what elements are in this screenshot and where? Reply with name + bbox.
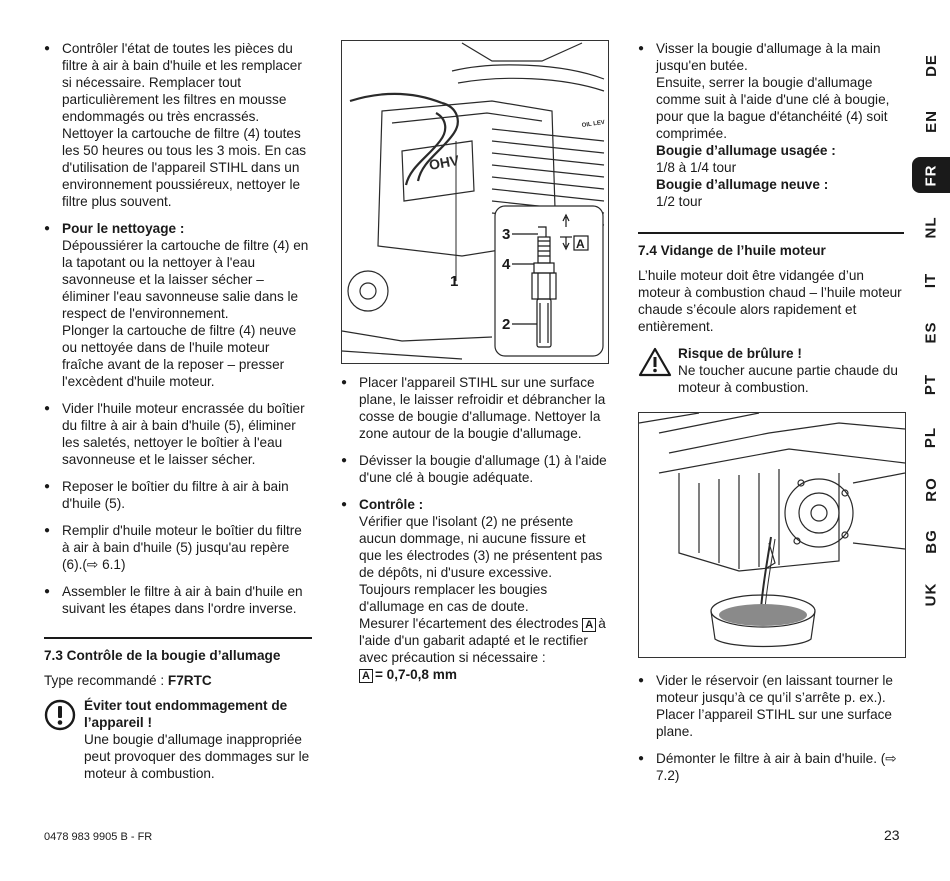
notice-text: Une bougie d'allumage inappropriée peut provoquer des dommages sur le moteur à combustion.	[84, 732, 310, 781]
list-item-text: Assembler le filtre à air à bain d'huile en suivant les étapes dans l'ordre inverse.	[62, 584, 303, 616]
oil-change-intro: L’huile moteur doit être vidangée d’un moteur à combustion chaud – l’huile moteur chaude s’écoule alors rapidement et entièrement.	[638, 268, 902, 334]
language-label: RO	[922, 476, 940, 502]
list-item	[638, 40, 904, 210]
gap-value	[359, 666, 607, 683]
language-label: PL	[922, 426, 940, 448]
damage-notice	[44, 697, 312, 782]
language-label: IT	[922, 272, 940, 288]
section-title-7-3: 7.3 Contrôle de la bougie d’allumage	[44, 637, 312, 664]
list-item	[44, 583, 312, 617]
language-label: NL	[922, 216, 940, 238]
bullet-list	[341, 374, 607, 683]
warning-text: Ne toucher aucune partie chaude du moteur à combustion.	[678, 363, 898, 395]
control-heading: ● Contrôle :	[359, 497, 424, 512]
list-item-text: Contrôler l'état de toutes les pièces du filtre à air à bain d'huile et les remplacer si nécessaire. Remplacer tout particulièrement les filtres en mousse endommagés ou très encrassés. Nettoyer la cartouche de filtre (4) toutes les 50 heures ou tous les 3 mois. En cas d'utilisation de l'appareil STIHL dans un environnement poussiéreux, nettoyer le filtre plus souvent.	[62, 41, 307, 209]
tab-language-pl[interactable]	[912, 420, 950, 454]
callout-3: 3	[502, 226, 511, 243]
column-left	[44, 40, 312, 782]
type-label: Type recommandé :	[44, 673, 168, 688]
tab-language-de[interactable]	[912, 48, 950, 82]
spark-plug-figure	[341, 40, 609, 364]
used-plug-value: 1/8 à 1/4 tour	[656, 160, 737, 175]
engine-spark-plug-illustration	[342, 41, 608, 363]
document-code: 0478 983 9905 B - FR	[44, 831, 153, 843]
tab-language-pt[interactable]	[912, 367, 950, 401]
list-item-text: Reposer le boîtier du filtre à air à bain d'huile (5).	[62, 479, 289, 511]
page-number: 23	[884, 827, 900, 843]
recommended-type	[44, 672, 312, 689]
language-label: ES	[922, 320, 940, 344]
gap-measure: = 0,7-0,8 mm	[374, 667, 457, 682]
list-item	[44, 220, 312, 390]
list-item-text: Placer l'appareil STIHL sur une surface plane, le laisser refroidir et débrancher la cosse de bougie d'allumage. Nettoyer la zone autour de la bougie d'allumage.	[359, 375, 606, 441]
column-middle	[341, 40, 607, 693]
burn-warning	[638, 345, 904, 396]
list-item-text: Vider le réservoir (en laissant tourner le moteur jusqu’à ce qu’il s’arrête p. ex.). Placer l’appareil STIHL sur une surface plane.	[656, 673, 893, 739]
list-item-text: Toujours remplacer les bougies d'allumage en cas de doute.	[359, 582, 548, 614]
tab-language-it[interactable]	[912, 263, 950, 297]
gap-text-start: Mesurer l'écartement des électrodes	[359, 616, 579, 631]
callout-a: A	[576, 237, 585, 251]
bullet-list	[638, 40, 904, 210]
list-item	[44, 40, 312, 210]
list-item	[638, 750, 904, 784]
callout-2: 2	[502, 316, 511, 333]
used-plug-label: Bougie d’allumage usagée :	[656, 143, 836, 158]
section-title-7-4: 7.4 Vidange de l’huile moteur	[638, 232, 904, 259]
new-plug-value: 1/2 tour	[656, 194, 703, 209]
list-item-text: Remplir d'huile moteur le boîtier du filtre à air à bain d'huile (5) jusqu'au repère (6).(⇨ 6.1)	[62, 523, 302, 572]
label-a-box: A	[359, 669, 373, 683]
type-value: F7RTC	[167, 673, 212, 688]
warning-title: Risque de brûlure !	[678, 346, 802, 361]
list-item	[44, 478, 312, 512]
oil-drain-figure	[638, 412, 906, 658]
list-item-text: Plonger la cartouche de filtre (4) neuve ou nettoyée dans de l'huile moteur fraîche avant de la reposer – presser l'excèdent d'huile moteur.	[62, 323, 297, 389]
ohv-label: OHV	[427, 151, 461, 173]
column-right	[638, 40, 904, 794]
list-item	[44, 522, 312, 573]
list-item-text	[359, 615, 607, 666]
language-label: BG	[922, 528, 940, 554]
cleaning-heading: ● Pour le nettoyage :	[62, 221, 185, 236]
list-item-text: Vider l'huile moteur encrassée du boîtier du filtre à air à bain d'huile (5), éliminer les saletés, nettoyer le boîtier à l'eau savonneuse et le laisser sécher.	[62, 401, 305, 467]
oil-level-label: OIL LEV	[581, 119, 606, 129]
callout-4: 4	[502, 256, 511, 273]
list-item-text: Ensuite, serrer la bougie d'allumage comme suit à l'aide d'une clé à bougie, pour que la bague d'étanchéité (4) soit comprimée.	[656, 75, 890, 141]
tab-language-uk[interactable]	[912, 577, 950, 611]
spark-plug-inset	[495, 206, 603, 356]
tab-language-ro[interactable]	[912, 472, 950, 506]
list-item-text: ● Visser la bougie d'allumage à la main jusqu'en butée.	[656, 41, 881, 73]
gap-text-end: à l'aide d'un gabarit adapté et le rectifier avec précaution si nécessaire :	[359, 616, 606, 665]
callout-1: 1	[450, 273, 459, 290]
tab-language-nl[interactable]	[912, 210, 950, 244]
list-item	[341, 452, 607, 486]
list-item	[341, 496, 607, 683]
tab-language-fr[interactable]	[912, 157, 950, 193]
tab-language-en[interactable]	[912, 104, 950, 138]
tab-language-bg[interactable]	[912, 524, 950, 558]
list-item	[44, 400, 312, 468]
exclamation-circle-icon	[44, 699, 76, 735]
tab-language-es[interactable]	[912, 315, 950, 349]
list-item-text: Démonter le filtre à air à bain d'huile. (⇨ 7.2)	[656, 751, 897, 783]
new-plug-label: Bougie d’allumage neuve :	[656, 177, 829, 192]
list-item-text: Dévisser la bougie d'allumage (1) à l'aide d'une clé à bougie adéquate.	[359, 453, 607, 485]
list-item-text: Dépoussiérer la cartouche de filtre (4) en la tapotant ou la nettoyer à l'eau savonneuse et la laisser sécher – éliminer l'eau savonneuse salie dans le respect de l'environnement.	[62, 238, 309, 321]
warning-triangle-icon	[638, 347, 672, 381]
list-item-text: Vérifier que l'isolant (2) ne présente aucun dommage, ni aucune fissure et que les électrodes (3) ne présentent pas de dépôts, ni d'usure excessive.	[359, 514, 603, 580]
bullet-list	[44, 40, 312, 617]
oil-drain-illustration	[639, 413, 905, 657]
list-item	[638, 672, 904, 740]
label-a-box: A	[582, 618, 596, 632]
list-item	[341, 374, 607, 442]
language-label: EN	[922, 109, 940, 133]
bullet-list	[638, 672, 904, 784]
language-label: UK	[922, 582, 940, 606]
language-label: DE	[922, 53, 940, 77]
language-label: FR	[922, 164, 940, 186]
notice-title: Éviter tout endommagement de l’appareil !	[84, 698, 288, 730]
language-label: PT	[922, 373, 940, 395]
